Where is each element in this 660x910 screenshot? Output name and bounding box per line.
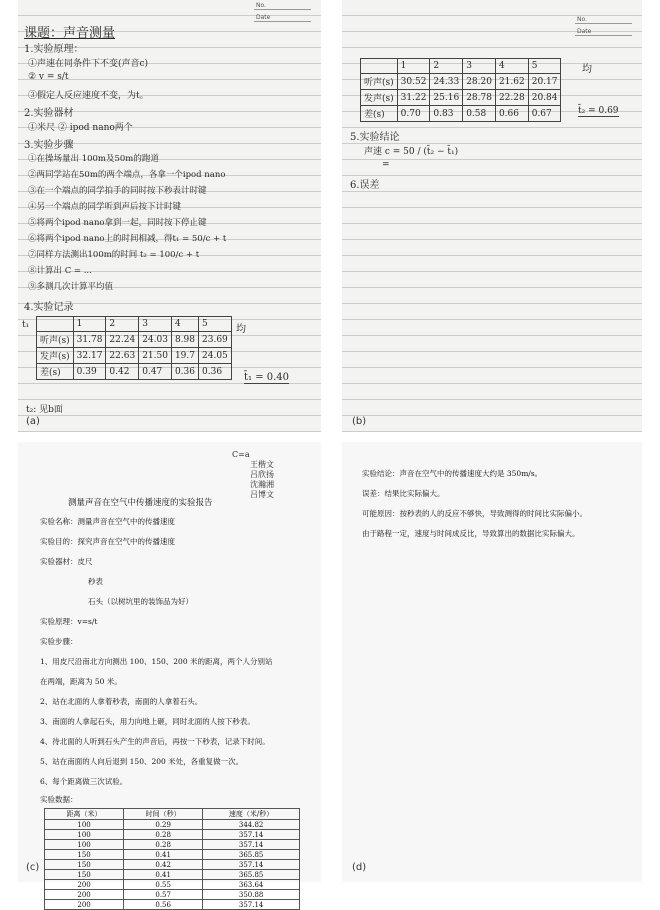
table-row [37, 348, 232, 364]
report-step: 1、用皮尺沿南北方向测出 100、150、200 米的距离，两个人分别站 [40, 657, 273, 666]
error-line: 误差：结果比实际偏大。 [362, 489, 445, 498]
list-item: ⑥将两个ipod nano上的时间相减，得t₁ = 50/c + t [28, 234, 227, 244]
table-cell: 200 [45, 900, 124, 910]
report-step: 6、每个距离做三次试验。 [40, 777, 128, 786]
list-item: ② v = s/t [28, 72, 69, 82]
table-row [45, 890, 300, 900]
report-principle: 实验原理：v=s/t [40, 617, 98, 626]
table-row [45, 860, 300, 870]
caption-b: (b) [352, 416, 367, 427]
table-cell: 0.28 [124, 830, 203, 840]
table-row [45, 880, 300, 890]
header-date: Date [254, 14, 311, 22]
reason-line: 可能原因：按秒表的人的反应不够快，导致测得的时间比实际偏小。 [362, 509, 587, 518]
table-cell: 5 [199, 317, 232, 332]
table-cell: 365.85 [203, 870, 300, 880]
section-1-heading: 1.实验原理： [24, 44, 84, 55]
table-cell: 24.33 [430, 74, 463, 90]
notebook-header [575, 16, 632, 40]
table-cell: 0.83 [430, 106, 463, 122]
table-cell: 2 [430, 59, 463, 74]
table-row [361, 106, 561, 122]
table-cell: 19.7 [171, 348, 198, 364]
table-cell: 363.64 [203, 880, 300, 890]
signatures [232, 450, 274, 500]
list-item: ⑤将两个ipod nano拿到一起，同时按下停止键 [28, 218, 207, 228]
table-cell: 357.14 [203, 840, 300, 850]
column-header: 速度（米/秒） [203, 809, 300, 820]
table-cell: 0.42 [106, 364, 139, 380]
table-cell: 8.98 [171, 332, 198, 348]
table-cell: 21.50 [139, 348, 172, 364]
list-item: ③在一个端点的同学拍手的同时按下秒表计时键 [28, 186, 207, 196]
report-name: 实验名称：测量声音在空气中的传播速度 [40, 517, 175, 526]
header-no: No. [575, 16, 632, 24]
section-2-heading: 2.实验器材 [24, 108, 74, 119]
table-cell: 3 [139, 317, 172, 332]
table-cell: 0.39 [73, 364, 106, 380]
table-cell: 0.42 [124, 860, 203, 870]
panel-d [342, 442, 642, 882]
table-cell: 0.66 [495, 106, 528, 122]
table-cell: 0.36 [199, 364, 232, 380]
table-cell: 0.36 [171, 364, 198, 380]
table-row [37, 317, 232, 332]
panel-b [342, 0, 642, 432]
signature-line: 吕欣扬 [250, 470, 274, 479]
table-cell: 100 [45, 830, 124, 840]
table-cell: 24.03 [139, 332, 172, 348]
table-row [45, 840, 300, 850]
table-cell: 1 [73, 317, 106, 332]
report-steps-heading: 实验步骤： [40, 637, 78, 646]
table-cell: 0.58 [463, 106, 496, 122]
table-cell: 357.14 [203, 860, 300, 870]
report-step: 在两端，距离为 50 米。 [40, 677, 122, 686]
table-cell: 350.88 [203, 890, 300, 900]
section-3-heading: 3.实验步骤 [24, 140, 74, 151]
table-cell: 差(s) [37, 364, 74, 380]
table-cell: 21.62 [495, 74, 528, 90]
table-cell: 听声(s) [37, 332, 74, 348]
t1-label: t₁ [22, 320, 30, 330]
page-title: 课题：声音测量 [24, 26, 116, 41]
column-header: 距离（米） [45, 809, 124, 820]
section-4-heading: 4.实验记录 [24, 302, 74, 313]
signature-line: 沈瀚湘 [250, 480, 274, 489]
table-cell: 0.47 [139, 364, 172, 380]
data-table [44, 808, 300, 910]
table-cell: 100 [45, 820, 124, 830]
table-cell: 0.28 [124, 840, 203, 850]
signature-line: C=a [232, 450, 250, 459]
report-equipment: 实验器材：皮尺 [40, 557, 93, 566]
table-cell: 200 [45, 890, 124, 900]
report-title: 测量声音在空气中传播速度的实验报告 [68, 498, 213, 508]
conclusion-eq: = [382, 160, 390, 170]
report-step: 2、站在北面的人拿着秒表，南面的人拿着石头。 [40, 697, 203, 706]
table-cell: 150 [45, 850, 124, 860]
list-item: ④另一个端点的同学听到声后按下计时键 [28, 202, 182, 212]
panel-a [18, 0, 321, 432]
list-item: ①在操场量出 100m及50m的跑道 [28, 154, 159, 164]
table-cell: 0.41 [124, 870, 203, 880]
report-equipment-item: 石头（以树坑里的装饰品为好） [88, 597, 193, 606]
table-cell: 31.22 [397, 90, 430, 106]
table-row [45, 850, 300, 860]
list-item: ⑧计算出 C = ... [28, 266, 92, 276]
signature-line: 吕博文 [250, 490, 274, 499]
table-cell: 20.84 [528, 90, 561, 106]
table-cell: 2 [106, 317, 139, 332]
table-cell: 4 [495, 59, 528, 74]
table-row [45, 870, 300, 880]
table-cell: 0.55 [124, 880, 203, 890]
header-no: No. [254, 2, 311, 10]
table-cell: 24.05 [199, 348, 232, 364]
average-value: t̄₂ = 0.69 [578, 106, 619, 116]
list-item: ①米尺 ② ipod nano两个 [28, 123, 133, 133]
section-5-heading: 5.实验结论 [350, 132, 400, 143]
table-cell: 22.28 [495, 90, 528, 106]
table-cell: 200 [45, 880, 124, 890]
table-cell: 31.78 [73, 332, 106, 348]
table-cell: 4 [171, 317, 198, 332]
record-table-b [360, 58, 561, 122]
table-cell: 0.57 [124, 890, 203, 900]
record-table-a [36, 316, 232, 380]
reason-line: 由于路程一定，速度与时间成反比，导致算出的数据比实际偏大。 [362, 529, 580, 538]
average-heading: 均 [582, 64, 592, 75]
conclusion-line: 实验结论：声音在空气中的传播速度大约是 350m/s。 [362, 469, 543, 478]
table-cell: 365.85 [203, 850, 300, 860]
table-cell: 25.16 [430, 90, 463, 106]
list-item: ②两同学站在50m的两个端点，各拿一个ipod nano [28, 170, 226, 180]
table-row [45, 830, 300, 840]
table-cell: 听声(s) [361, 74, 398, 90]
report-data-heading: 实验数据： [40, 795, 78, 804]
table-row [37, 364, 232, 380]
report-step: 5、站在南面的人向后退到 150、200 米处，各重复做一次。 [40, 757, 244, 766]
table-cell: 28.20 [463, 74, 496, 90]
caption-a: (a) [26, 416, 40, 427]
table-cell: 344.82 [203, 820, 300, 830]
table-cell: 357.14 [203, 830, 300, 840]
panel-c [18, 442, 321, 909]
caption-c: (c) [26, 862, 40, 873]
table-cell: 5 [528, 59, 561, 74]
list-item: ⑦同样方法测出100m的时间 t₂ = 100/c + t [28, 250, 200, 260]
report-step: 4、待北面的人听到石头产生的声音后，再按一下秒表，记录下时间。 [40, 737, 270, 746]
table-cell: 发声(s) [361, 90, 398, 106]
table-cell: 150 [45, 870, 124, 880]
table-cell: 22.24 [106, 332, 139, 348]
table-cell [37, 317, 74, 332]
table-cell: 20.17 [528, 74, 561, 90]
report-purpose: 实验目的：探究声音在空气中的传播速度 [40, 537, 175, 546]
table-cell: 0.67 [528, 106, 561, 122]
table-cell: 32.17 [73, 348, 106, 364]
table-cell: 0.56 [124, 900, 203, 910]
table-row [45, 900, 300, 910]
caption-d: (d) [352, 862, 367, 873]
signature-line: 王楷文 [250, 460, 274, 469]
table-cell: 28.78 [463, 90, 496, 106]
list-item: ①声速在同条件下不变(声音c) [28, 59, 149, 69]
table-cell: 3 [463, 59, 496, 74]
table-cell: 150 [45, 860, 124, 870]
table-row [361, 59, 561, 74]
table-cell: 0.70 [397, 106, 430, 122]
table-cell: 22.63 [106, 348, 139, 364]
average-value: t̄₁ = 0.40 [244, 372, 290, 383]
conclusion-formula: 声速 c = 50 / (t̄₂ − t̄₁) [364, 147, 459, 157]
table-cell: 差(s) [361, 106, 398, 122]
table-cell: 0.29 [124, 820, 203, 830]
bottom-note: t₂: 见b面 [26, 405, 63, 415]
table-cell: 23.69 [199, 332, 232, 348]
table-cell: 357.14 [203, 900, 300, 910]
table-row [361, 74, 561, 90]
average-heading: 均 [236, 324, 246, 335]
table-cell: 0.41 [124, 850, 203, 860]
table-cell: 30.52 [397, 74, 430, 90]
table-cell: 1 [397, 59, 430, 74]
report-step: 3、南面的人拿起石头，用力向地上砸，同时北面的人按下秒表。 [40, 717, 255, 726]
column-header: 时间（秒） [124, 809, 203, 820]
table-row [361, 90, 561, 106]
notebook-header [254, 2, 311, 26]
report-equipment-item: 秒表 [88, 577, 103, 586]
table-cell [361, 59, 398, 74]
header-date: Date [575, 28, 632, 36]
list-item: ③假定人反应速度不变，为t。 [28, 91, 149, 101]
table-row [45, 820, 300, 830]
list-item: ⑨多测几次计算平均值 [28, 282, 114, 292]
section-6-heading: 6.误差 [350, 180, 380, 191]
table-row [37, 332, 232, 348]
table-cell: 100 [45, 840, 124, 850]
table-cell: 发声(s) [37, 348, 74, 364]
table-header-row [45, 809, 300, 820]
